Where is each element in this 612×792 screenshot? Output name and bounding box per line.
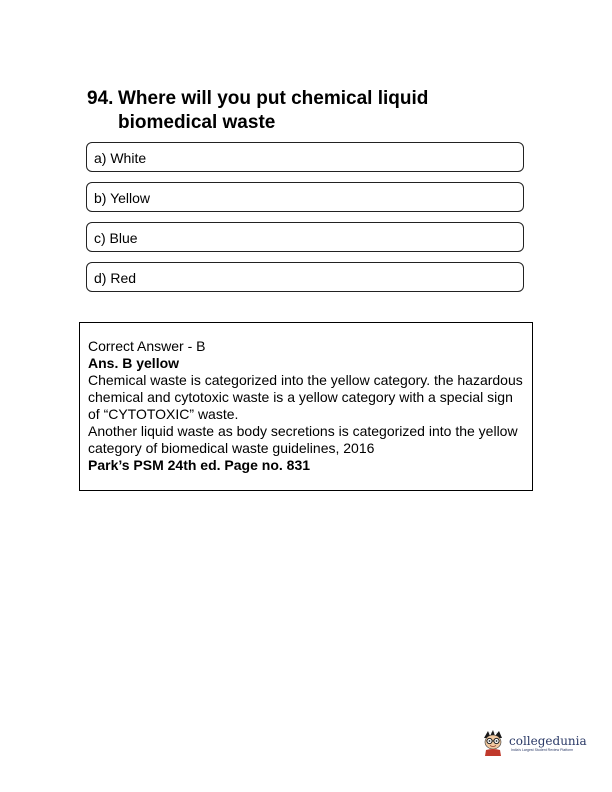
option-a[interactable]: a) White [86,142,524,172]
option-d[interactable]: d) Red [86,262,524,292]
explanation-paragraph-2: Another liquid waste as body secretions is categorized into the yellow category of biomedical waste guidelines, 2016 [88,423,518,456]
logo-tagline: India's Largest Student Review Platform [511,748,574,752]
option-c[interactable]: c) Blue [86,222,524,252]
answer-label: Ans. B yellow [88,355,180,371]
correct-answer: Correct Answer - B [88,338,206,354]
reference: Park’s PSM 24th ed. Page no. 831 [88,457,311,473]
explanation-paragraph-1: Chemical waste is categorized into the yellow category. the hazardous chemical and cytotoxic waste is a yellow category with a special sign of “CYTOTOXIC” waste. [88,372,523,422]
logo-name: collegedunia [509,734,587,748]
answer-box [79,322,533,491]
option-b[interactable]: b) Yellow [86,182,524,212]
collegedunia-logo [480,729,587,759]
question-number: 94. [87,88,114,109]
mascot-icon [480,728,506,761]
question-heading [87,87,527,135]
question-text: Where will you put chemical liquid biomedical waste [118,88,429,133]
